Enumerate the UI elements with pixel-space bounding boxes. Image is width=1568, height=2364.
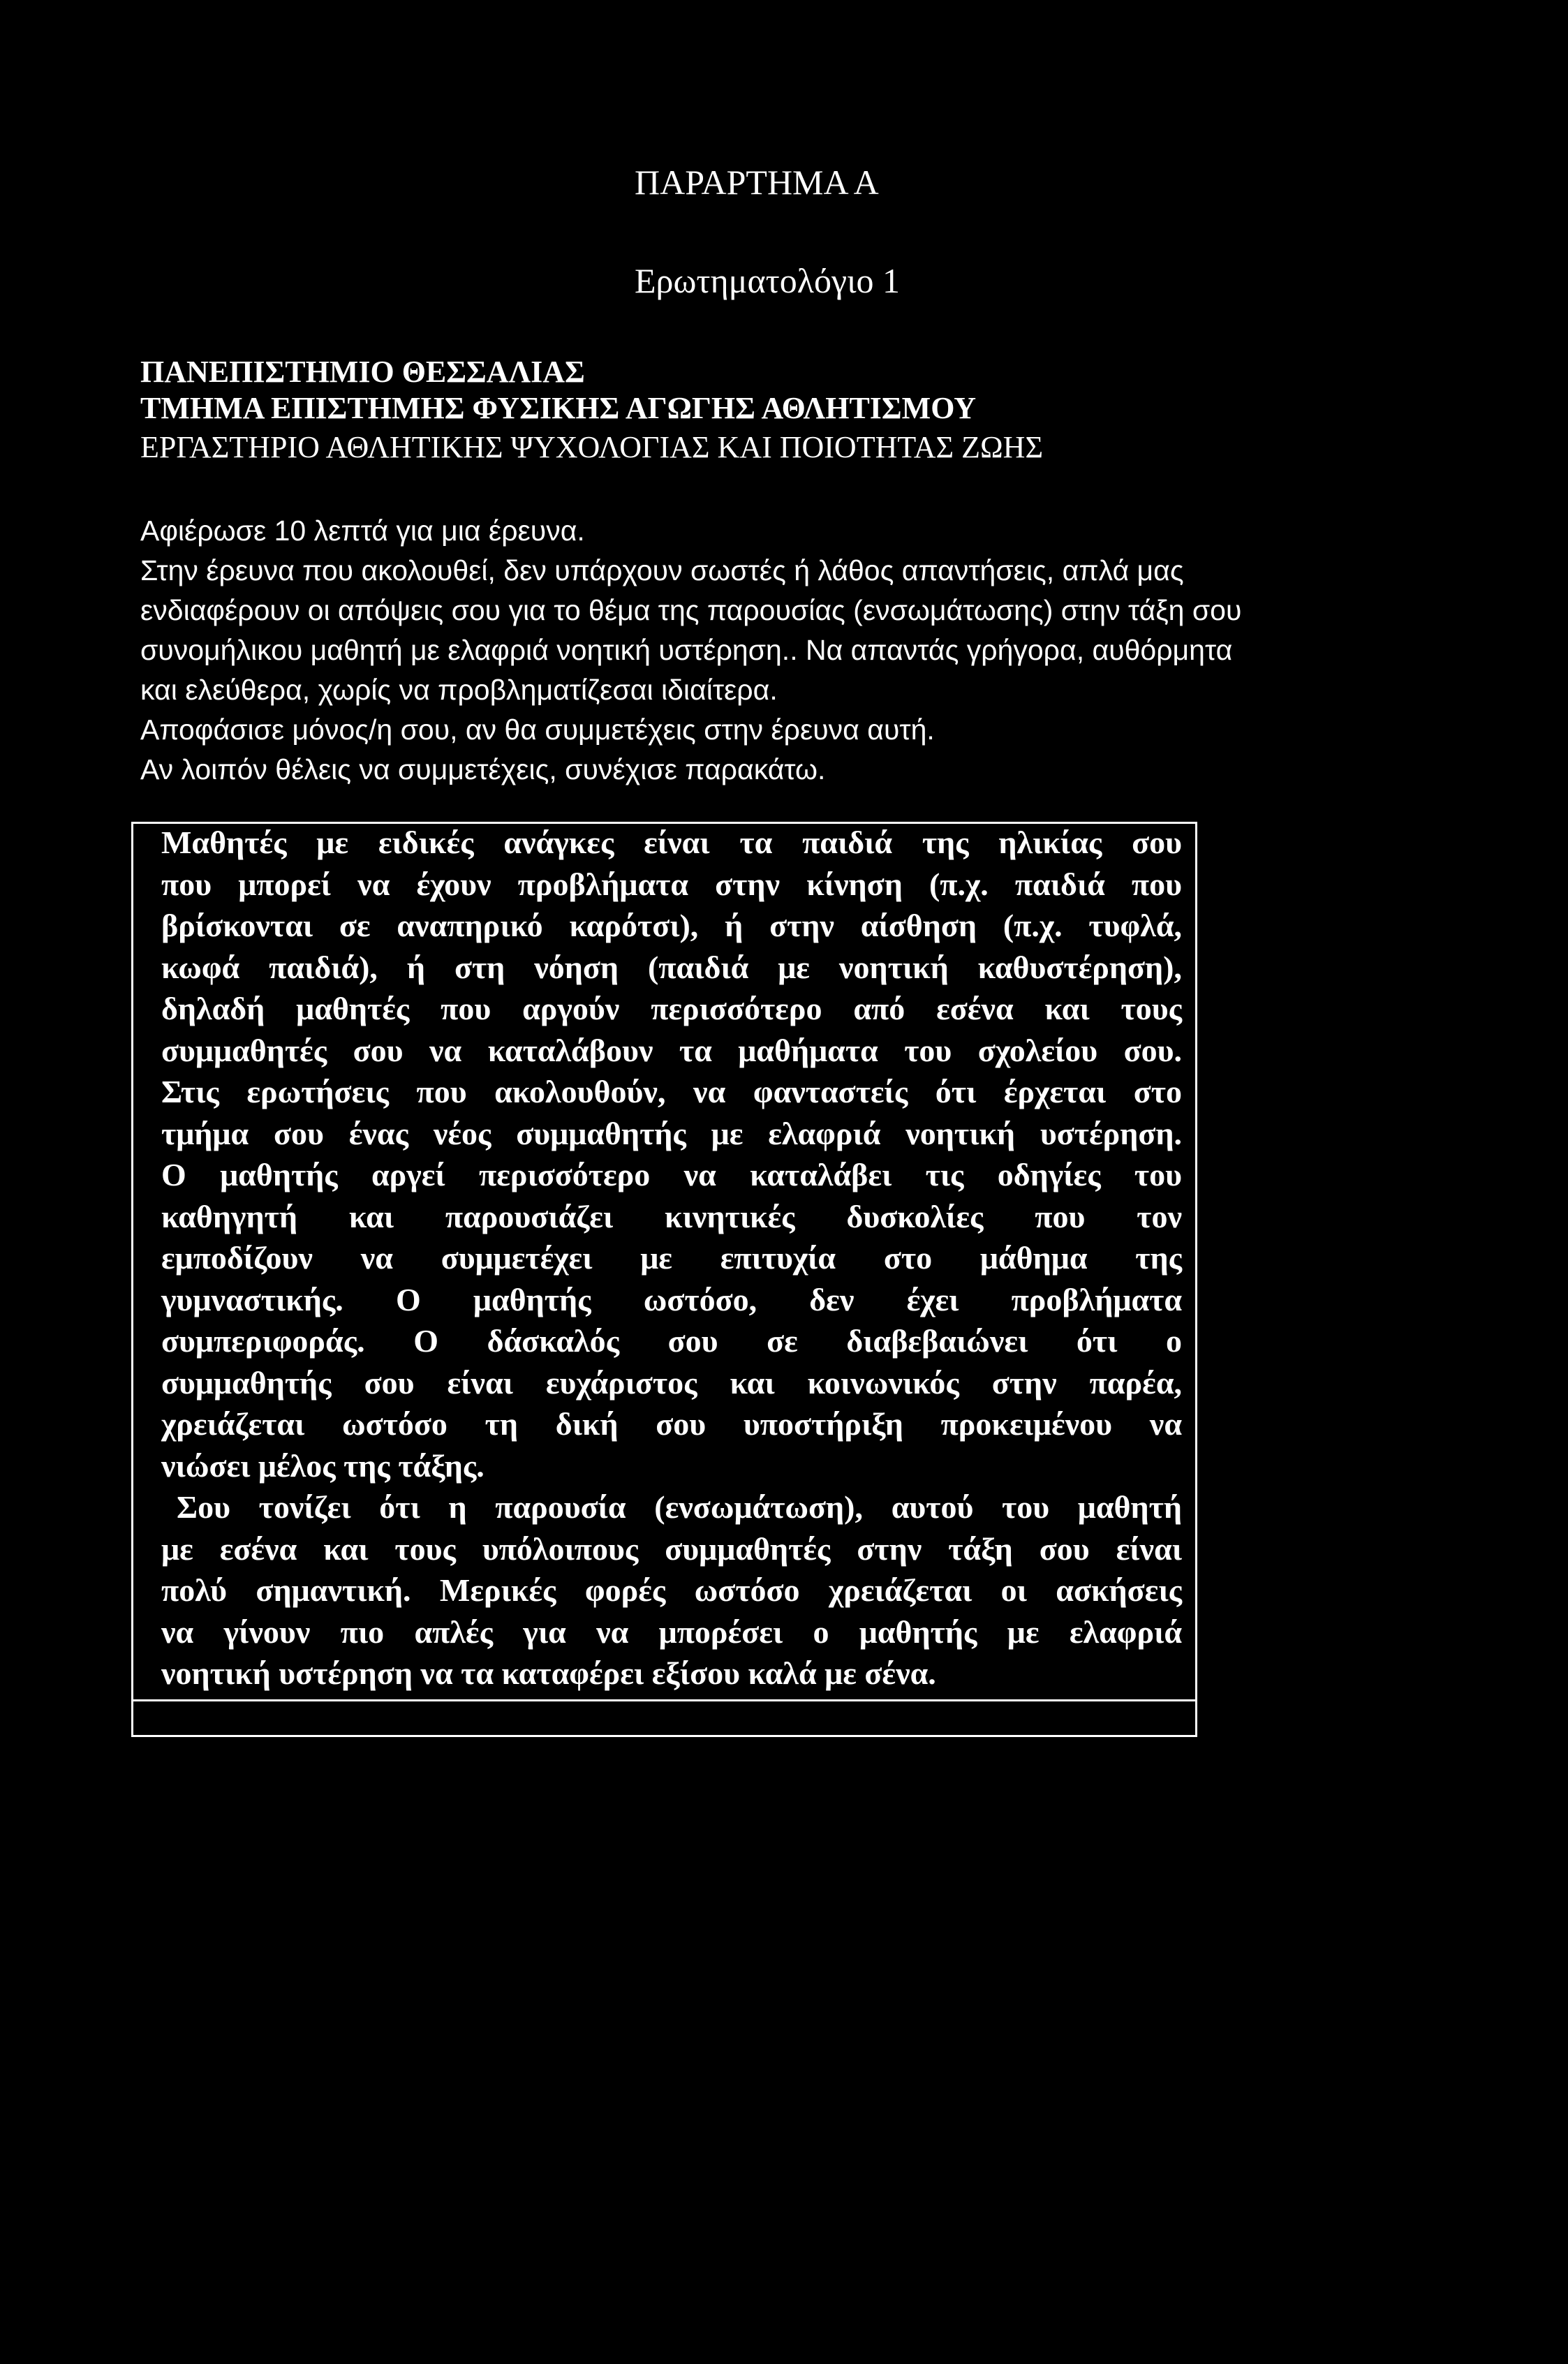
intro-line: Αποφάσισε μόνος/η σου, αν θα συμμετέχεις στην έρευνα αυτή. bbox=[140, 714, 935, 746]
intro-line: και ελεύθερα, χωρίς να προβληματίζεσαι ιδιαίτερα. bbox=[140, 674, 778, 706]
scenario-line: να γίνουν πιο απλές για να μπορέσει ο μαθητής με ελαφριά bbox=[161, 1613, 1182, 1650]
intro-line: Στην έρευνα που ακολουθεί, δεν υπάρχουν σωστές ή λάθος απαντήσεις, απλά μας bbox=[140, 554, 1184, 586]
university-name: ΠΑΝΕΠΙΣΤΗΜΙΟ ΘΕΣΣΑΛΙΑΣ bbox=[140, 355, 585, 389]
scenario-line: κωφά παιδιά), ή στη νόηση (παιδιά με νοητική καθυστέρηση), bbox=[161, 949, 1182, 985]
scenario-line: Στις ερωτήσεις που ακολουθούν, να φανταστείς ότι έρχεται στο bbox=[161, 1074, 1182, 1109]
scenario-line: με εσένα και τους υπόλοιπους συμμαθητές στην τάξη σου είναι bbox=[161, 1530, 1182, 1567]
scenario-line: πολύ σημαντική. Μερικές φορές ωστόσο χρειάζεται οι ασκήσεις bbox=[161, 1572, 1182, 1608]
scenario-line: συμμαθητής σου είναι ευχάριστος και κοινωνικός στην παρέα, bbox=[161, 1364, 1182, 1401]
scenario-line: που μπορεί να έχουν προβλήματα στην κίνηση (π.χ. παιδιά που bbox=[161, 866, 1182, 902]
scenario-line: νοητική υστέρηση να τα καταφέρει εξίσου καλά με σένα. bbox=[161, 1655, 936, 1691]
scenario-box-bottom-rule bbox=[131, 1699, 1197, 1701]
intro-line: ενδιαφέρουν οι απόψεις σου για το θέμα της παρουσίας (ενσωμάτωσης) στην τάξη σου bbox=[140, 594, 1242, 626]
scenario-line: δηλαδή μαθητές που αργούν περισσότερο από εσένα και τους bbox=[161, 991, 1182, 1026]
scenario-line: χρειάζεται ωστόσο τη δική σου υποστήριξη προκειμένου να bbox=[161, 1406, 1182, 1442]
scenario-line: εμποδίζουν να συμμετέχει με επιτυχία στο μάθημα της bbox=[161, 1240, 1182, 1276]
scenario-line: τμήμα σου ένας νέος συμμαθητής με ελαφριά νοητική υστέρηση. bbox=[161, 1115, 1182, 1151]
appendix-title: ΠΑΡΑΡΤΗΜΑ Α bbox=[635, 163, 879, 202]
scenario-line: βρίσκονται σε αναπηρικό καρότσι), ή στην αίσθηση (π.χ. τυφλά, bbox=[161, 908, 1182, 943]
scenario-text bbox=[161, 822, 1182, 1694]
questionnaire-title: Ερωτηματολόγιο 1 bbox=[635, 261, 901, 300]
intro-line: Αν λοιπόν θέλεις να συμμετέχεις, συνέχισε παρακάτω. bbox=[140, 753, 826, 785]
scenario-line: συμμαθητές σου να καταλάβουν τα μαθήματα του σχολείου σου. bbox=[161, 1032, 1182, 1068]
intro-line: συνομήλικου μαθητή με ελαφριά νοητική υστέρηση.. Να απαντάς γρήγορα, αυθόρμητα bbox=[140, 634, 1233, 666]
scenario-line: νιώσει μέλος της τάξης. bbox=[161, 1447, 485, 1484]
scenario-line: Μαθητές με ειδικές ανάγκες είναι τα παιδιά της ηλικίας σου bbox=[161, 825, 1182, 860]
scenario-line: Σου τονίζει ότι η παρουσία (ενσωμάτωση), αυτού του μαθητή bbox=[177, 1489, 1182, 1525]
intro-paragraph bbox=[140, 511, 1467, 790]
scenario-line: συμπεριφοράς. Ο δάσκαλός σου σε διαβεβαιώνει ότι ο bbox=[161, 1323, 1182, 1359]
scenario-line: Ο μαθητής αργεί περισσότερο να καταλάβει τις οδηγίες του bbox=[161, 1157, 1182, 1192]
scenario-line: καθηγητή και παρουσιάζει κινητικές δυσκολίες που τον bbox=[161, 1198, 1182, 1234]
laboratory-name: ΕΡΓΑΣΤΗΡΙΟ ΑΘΛΗΤΙΚΗΣ ΨΥΧΟΛΟΓΙΑΣ ΚΑΙ ΠΟΙΟΤΗΤΑΣ ΖΩΗΣ bbox=[140, 430, 1044, 464]
intro-line: Αφιέρωσε 10 λεπτά για μια έρευνα. bbox=[140, 515, 585, 547]
department-name: ΤΜΗΜΑ ΕΠΙΣΤΗΜΗΣ ΦΥΣΙΚΗΣ ΑΓΩΓΗΣ ΑΘΛΗΤΙΣΜΟΥ bbox=[140, 391, 977, 425]
scenario-line: γυμναστικής. Ο μαθητής ωστόσο, δεν έχει προβλήματα bbox=[161, 1281, 1182, 1317]
